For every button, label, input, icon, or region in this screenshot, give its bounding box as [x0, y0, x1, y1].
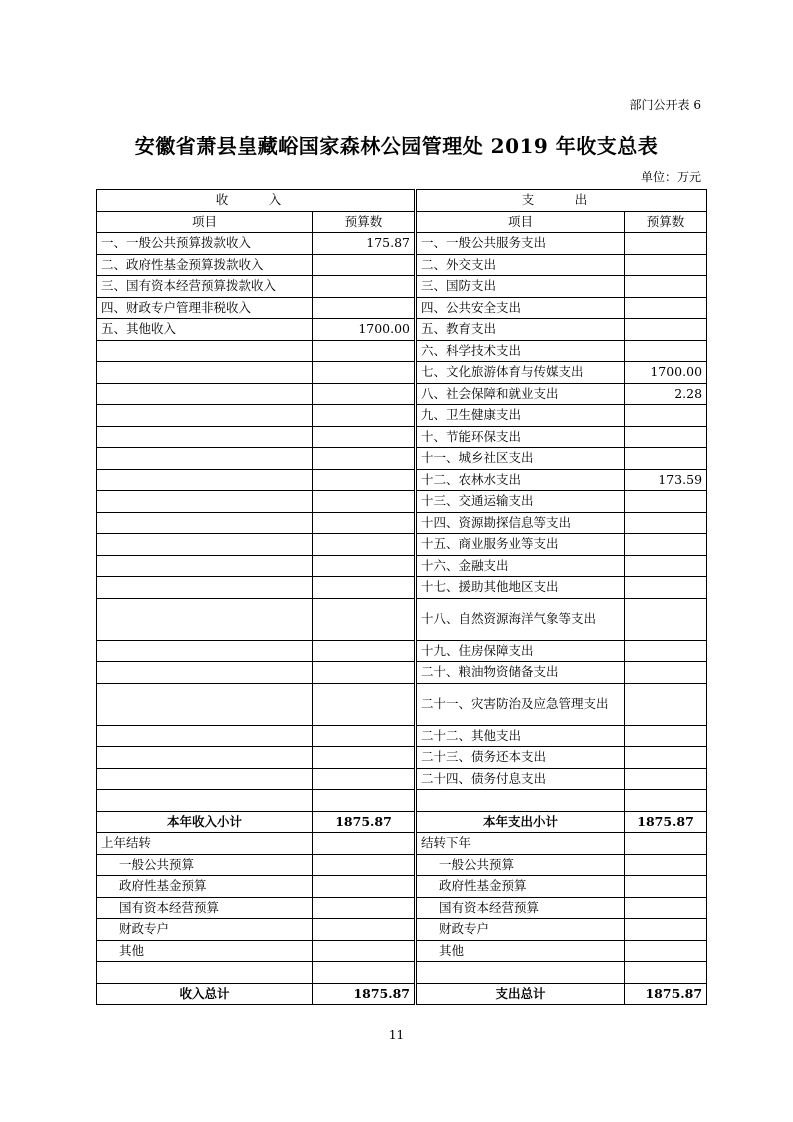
income-total-label: 收入总计: [97, 983, 313, 1005]
expense-amount-cell: [625, 577, 707, 599]
expense-amount-cell: [625, 405, 707, 427]
table-row: [97, 362, 707, 384]
table-row: [97, 598, 707, 640]
expense-amount-cell: [625, 426, 707, 448]
income-carryover-item: 财政专户: [97, 919, 313, 941]
table-row: [97, 662, 707, 684]
income-amount-cell: [313, 297, 415, 319]
income-section-header: 收 入: [97, 190, 415, 212]
table-row: [97, 534, 707, 556]
expense-item-cell: 十八、自然资源海洋气象等支出: [417, 598, 625, 640]
income-total-amount: 1875.87: [313, 983, 415, 1005]
carryover-item-row: [97, 940, 707, 962]
income-item-cell: [97, 555, 313, 577]
expense-item-cell: 七、文化旅游体育与传媒支出: [417, 362, 625, 384]
page-number: 11: [388, 1028, 405, 1042]
income-amount-cell: [313, 426, 415, 448]
total-row: [97, 983, 707, 1005]
income-carryover-label: 上年结转: [97, 833, 313, 855]
income-amount-cell: [313, 491, 415, 513]
expense-amount-cell: [625, 683, 707, 725]
income-amount-cell: [313, 448, 415, 470]
carryover-row: [97, 833, 707, 855]
income-amount-cell: [313, 383, 415, 405]
income-subtotal-label: 本年收入小计: [97, 811, 313, 833]
table-row: [97, 448, 707, 470]
income-item-cell: [97, 577, 313, 599]
blank-cell: [97, 962, 313, 984]
unit-label: 单位：万元: [640, 170, 701, 184]
blank-cell: [313, 962, 415, 984]
expense-item-cell: 十四、资源勘探信息等支出: [417, 512, 625, 534]
expense-amount-cell: [625, 747, 707, 769]
income-amount-cell: [313, 340, 415, 362]
income-item-cell: [97, 448, 313, 470]
expense-subtotal-label: 本年支出小计: [417, 811, 625, 833]
blank-row: [97, 962, 707, 984]
income-amount-cell: [313, 725, 415, 747]
expense-item-cell: 二十三、债务还本支出: [417, 747, 625, 769]
income-amount-cell: [313, 405, 415, 427]
carryover-item-row: [97, 854, 707, 876]
expense-amount-cell: [625, 534, 707, 556]
expense-amount-cell: [625, 555, 707, 577]
expense-subtotal-amount: 1875.87: [625, 811, 707, 833]
page-title: 安徽省萧县皇藏峪国家森林公园管理处 2019 年收支总表: [134, 134, 659, 158]
column-header-row: [97, 211, 707, 233]
income-amount-cell: 1700.00: [313, 319, 415, 341]
expense-item-cell: 十一、城乡社区支出: [417, 448, 625, 470]
income-item-cell: [97, 512, 313, 534]
table-row: [97, 276, 707, 298]
expense-item-cell: 二、外交支出: [417, 254, 625, 276]
expense-item-cell: 十五、商业服务业等支出: [417, 534, 625, 556]
table-row: [97, 426, 707, 448]
income-carryover-item: 国有资本经营预算: [97, 897, 313, 919]
expense-amount-cell: [625, 319, 707, 341]
income-item-cell: 三、国有资本经营预算拨款收入: [97, 276, 313, 298]
income-item-cell: [97, 725, 313, 747]
income-amount-cell: [313, 469, 415, 491]
expense-carryover-item-amount: [625, 919, 707, 941]
income-subtotal-amount: 1875.87: [313, 811, 415, 833]
expense-item-cell: 八、社会保障和就业支出: [417, 383, 625, 405]
income-item-cell: [97, 534, 313, 556]
subtotal-row: [97, 811, 707, 833]
income-carryover-item-amount: [313, 876, 415, 898]
expense-item-cell: 一、一般公共服务支出: [417, 233, 625, 255]
income-item-cell: [97, 340, 313, 362]
income-amount-cell: [313, 577, 415, 599]
expense-carryover-item: 政府性基金预算: [417, 876, 625, 898]
income-amount-cell: [313, 768, 415, 790]
expense-item-cell: 九、卫生健康支出: [417, 405, 625, 427]
income-carryover-item: 一般公共预算: [97, 854, 313, 876]
expense-amount-cell: 1700.00: [625, 362, 707, 384]
income-amount-cell: [313, 534, 415, 556]
income-item-cell: [97, 362, 313, 384]
income-amount-cell: [313, 747, 415, 769]
income-amount-cell: [313, 555, 415, 577]
income-item-cell: [97, 491, 313, 513]
carryover-item-row: [97, 876, 707, 898]
expense-carryover-item: 其他: [417, 940, 625, 962]
expense-section-header: 支 出: [417, 190, 707, 212]
income-item-cell: [97, 747, 313, 769]
carryover-item-row: [97, 897, 707, 919]
expense-amount-cell: [625, 768, 707, 790]
expense-amount-cell: [625, 512, 707, 534]
income-item-cell: [97, 469, 313, 491]
table-row: [97, 768, 707, 790]
expense-item-cell: 六、科学技术支出: [417, 340, 625, 362]
expense-carryover-item-amount: [625, 876, 707, 898]
table-row: [97, 319, 707, 341]
expense-amount-cell: [625, 297, 707, 319]
income-amount-cell: [313, 683, 415, 725]
income-item-cell: [97, 426, 313, 448]
blank-cell: [625, 962, 707, 984]
table-tag: 部门公开表 6: [629, 98, 701, 112]
income-item-cell: [97, 662, 313, 684]
income-item-cell: [97, 790, 313, 812]
income-amount-cell: [313, 276, 415, 298]
income-carryover-item: 政府性基金预算: [97, 876, 313, 898]
expense-carryover-label: 结转下年: [417, 833, 625, 855]
income-carryover-item-amount: [313, 940, 415, 962]
income-carryover-item-amount: [313, 854, 415, 876]
income-amount-cell: [313, 254, 415, 276]
table-row: [97, 640, 707, 662]
income-item-cell: [97, 768, 313, 790]
expense-carryover-item: 一般公共预算: [417, 854, 625, 876]
expense-carryover-item: 财政专户: [417, 919, 625, 941]
table-row: [97, 340, 707, 362]
expense-amount-cell: [625, 662, 707, 684]
expense-item-cell: 十七、援助其他地区支出: [417, 577, 625, 599]
expense-amount-cell: [625, 598, 707, 640]
income-item-cell: [97, 383, 313, 405]
income-amount-cell: [313, 640, 415, 662]
expense-carryover-item: 国有资本经营预算: [417, 897, 625, 919]
income-amount-cell: [313, 790, 415, 812]
expense-budget-header: 预算数: [625, 211, 707, 233]
table-row: [97, 683, 707, 725]
table-row: [97, 469, 707, 491]
table-row: [97, 577, 707, 599]
table-row: [97, 725, 707, 747]
income-amount-cell: [313, 512, 415, 534]
table-row: [97, 383, 707, 405]
expense-item-cell: 二十、粮油物资储备支出: [417, 662, 625, 684]
income-amount-cell: [313, 362, 415, 384]
income-item-header: 项目: [97, 211, 313, 233]
table-row: [97, 555, 707, 577]
expense-amount-cell: [625, 725, 707, 747]
income-budget-header: 预算数: [313, 211, 415, 233]
expense-total-label: 支出总计: [417, 983, 625, 1005]
expense-item-cell: 十三、交通运输支出: [417, 491, 625, 513]
expense-total-amount: 1875.87: [625, 983, 707, 1005]
budget-summary-table: [96, 189, 707, 1005]
section-header-row: [97, 190, 707, 212]
expense-item-cell: 十六、金融支出: [417, 555, 625, 577]
table-row: [97, 747, 707, 769]
income-item-cell: 一、一般公共预算拨款收入: [97, 233, 313, 255]
income-amount-cell: [313, 598, 415, 640]
income-amount-cell: 175.87: [313, 233, 415, 255]
income-item-cell: [97, 405, 313, 427]
income-carryover-item-amount: [313, 919, 415, 941]
expense-carryover-item-amount: [625, 897, 707, 919]
expense-amount-cell: [625, 790, 707, 812]
expense-amount-cell: [625, 491, 707, 513]
income-item-cell: [97, 598, 313, 640]
expense-item-cell: 十、节能环保支出: [417, 426, 625, 448]
income-item-cell: [97, 640, 313, 662]
expense-carryover-item-amount: [625, 854, 707, 876]
expense-item-cell: [417, 790, 625, 812]
income-carryover-item-amount: [313, 897, 415, 919]
income-item-cell: [97, 683, 313, 725]
expense-item-cell: 三、国防支出: [417, 276, 625, 298]
table-row: [97, 254, 707, 276]
table-row: [97, 297, 707, 319]
expense-carryover-item-amount: [625, 940, 707, 962]
expense-item-cell: 二十四、债务付息支出: [417, 768, 625, 790]
expense-item-header: 项目: [417, 211, 625, 233]
income-item-cell: 四、财政专户管理非税收入: [97, 297, 313, 319]
expense-amount-cell: [625, 640, 707, 662]
income-amount-cell: [313, 662, 415, 684]
expense-amount-cell: 173.59: [625, 469, 707, 491]
income-carryover-item: 其他: [97, 940, 313, 962]
table-row: [97, 233, 707, 255]
expense-item-cell: 四、公共安全支出: [417, 297, 625, 319]
income-carryover-amount: [313, 833, 415, 855]
expense-amount-cell: [625, 448, 707, 470]
expense-amount-cell: [625, 340, 707, 362]
expense-carryover-amount: [625, 833, 707, 855]
carryover-item-row: [97, 919, 707, 941]
expense-item-cell: 十二、农林水支出: [417, 469, 625, 491]
income-item-cell: 二、政府性基金预算拨款收入: [97, 254, 313, 276]
table-row: [97, 512, 707, 534]
income-item-cell: 五、其他收入: [97, 319, 313, 341]
table-row: [97, 405, 707, 427]
table-row: [97, 491, 707, 513]
expense-item-cell: 二十二、其他支出: [417, 725, 625, 747]
expense-amount-cell: 2.28: [625, 383, 707, 405]
expense-amount-cell: [625, 276, 707, 298]
blank-cell: [417, 962, 625, 984]
table-row: [97, 790, 707, 812]
expense-amount-cell: [625, 233, 707, 255]
expense-item-cell: 十九、住房保障支出: [417, 640, 625, 662]
expense-amount-cell: [625, 254, 707, 276]
expense-item-cell: 二十一、灾害防治及应急管理支出: [417, 683, 625, 725]
expense-item-cell: 五、教育支出: [417, 319, 625, 341]
